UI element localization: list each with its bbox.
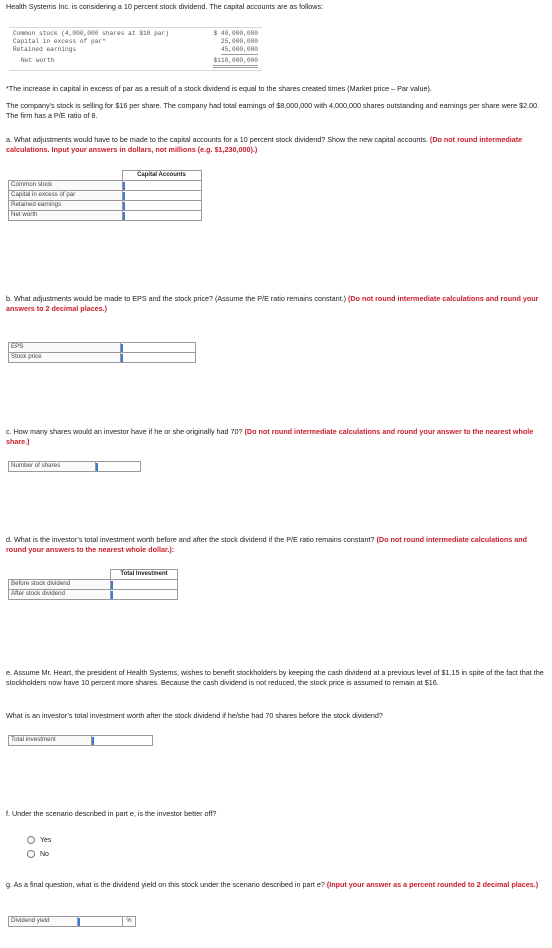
capital-accounts-table xyxy=(9,27,262,71)
question-a-text: a. What adjustments would have to be made to the capital accounts for a 10 percent stock dividend? Show the new capital accounts. xyxy=(6,135,428,144)
table-row xyxy=(9,46,262,54)
row-label: Before stock dividend xyxy=(9,580,111,590)
capital-row-label: Common stock (4,000,000 shares at $10 par) xyxy=(13,30,169,37)
row-label: Dividend yield xyxy=(9,917,78,927)
stock-price-input[interactable] xyxy=(121,353,196,363)
table-row xyxy=(9,54,262,70)
shares-answer-table xyxy=(8,461,141,472)
question-e-text: e. Assume Mr. Heart, the president of Health Systems, wishes to benefit stockholders by keeping the cash dividend at a previous level of $1.15 in spite of the fact that the stockholders now have 10 percent more shares. Because the cash dividend is not reduced, the stock price is assumed to remain at $16. xyxy=(6,668,544,687)
radio-no[interactable] xyxy=(27,850,49,859)
question-c-note: (Do not round intermediate calculations and round your answer to the nearest whole share.) xyxy=(6,427,534,446)
dividend-yield-answer-table xyxy=(8,916,136,927)
radio-circle-icon[interactable] xyxy=(27,850,35,858)
row-label: Common stock xyxy=(9,181,123,191)
problem-description: The company’s stock is selling for $16 per share. The company had total earnings of $8,000,000 with 4,000,000 shares outstanding and earnings per share were $2.00. The firm has a P/E ratio of 8. xyxy=(6,101,540,120)
row-label: Total investment xyxy=(9,736,92,746)
capital-row-label: Capital in excess of par* xyxy=(13,38,106,45)
eps-input[interactable] xyxy=(121,343,196,353)
eps-answer-table xyxy=(8,342,196,363)
capital-excess-input[interactable] xyxy=(122,191,201,201)
question-g xyxy=(6,880,544,890)
row-label: Number of shares xyxy=(9,462,96,472)
footnote-text: *The increase in capital in excess of par as a result of a stock dividend is equal to the shares created times (Market price – Par value). xyxy=(6,84,432,93)
capital-row-label: Retained earnings xyxy=(13,46,77,53)
question-a-note: (Do not round intermediate calculations. Input your answers in dollars, not millions (e.g. $1,230,000).) xyxy=(6,135,523,154)
column-header: Capital Accounts xyxy=(122,171,201,181)
radio-yes[interactable] xyxy=(27,836,51,845)
question-g-text: g. As a final question, what is the dividend yield on this stock under the scenario described in part e? xyxy=(6,880,325,889)
row-label: EPS xyxy=(9,343,121,353)
question-b-note: (Do not round intermediate calculations and round your answers to 2 decimal places.) xyxy=(6,294,539,313)
question-d-note: (Do not round intermediate calculations and round your answers to the nearest whole dollar.): xyxy=(6,535,528,554)
question-d-text: d. What is the investor’s total investment worth before and after the stock dividend if the P/E ratio remains constant? xyxy=(6,535,375,544)
capital-row-value: $ 40,000,000 xyxy=(213,30,258,37)
retained-earnings-input[interactable] xyxy=(122,201,201,211)
question-e-question: What is an investor’s total investment worth after the stock dividend if he/she had 70 shares before the stock dividend? xyxy=(6,711,383,720)
radio-circle-icon[interactable] xyxy=(27,836,35,844)
percent-unit: % xyxy=(123,917,136,927)
total-investment-input[interactable] xyxy=(92,736,153,746)
question-a xyxy=(6,135,544,154)
intro-text: Health Systems Inc. is considering a 10 percent stock dividend. The capital accounts are as follows: xyxy=(6,2,324,11)
question-b-text: b. What adjustments would be made to EPS and the stock price? (Assume the P/E ratio remains constant.) xyxy=(6,294,346,303)
total-investment-answer-table xyxy=(8,735,153,746)
dividend-yield-input[interactable] xyxy=(78,917,123,927)
row-label: After stock dividend xyxy=(9,590,111,600)
after-dividend-input[interactable] xyxy=(111,590,178,600)
capital-row-label: Net worth xyxy=(21,57,55,64)
question-g-note: (Input your answer as a percent rounded to 2 decimal places.) xyxy=(326,880,539,889)
net-worth-input[interactable] xyxy=(122,211,201,221)
question-c xyxy=(6,427,544,446)
question-f-text: f. Under the scenario described in part e, is the investor better off? xyxy=(6,809,217,818)
table-row xyxy=(9,38,262,46)
capital-row-value: 45,000,000 xyxy=(221,46,258,55)
row-label: Net worth xyxy=(9,211,123,221)
capital-row-value: 25,000,000 xyxy=(220,38,258,45)
investment-answer-table xyxy=(8,569,178,600)
question-b xyxy=(6,294,544,313)
row-label: Capital in excess of par xyxy=(9,191,123,201)
question-c-text: c. How many shares would an investor have if he or she originally had 70? xyxy=(6,427,243,436)
capital-row-value: $110,000,000 xyxy=(213,57,258,68)
radio-no-label: No xyxy=(40,851,49,858)
row-label: Retained earnings xyxy=(9,201,123,211)
column-header: Total Investment xyxy=(111,570,178,580)
common-stock-input[interactable] xyxy=(122,181,201,191)
number-of-shares-input[interactable] xyxy=(96,462,141,472)
radio-yes-label: Yes xyxy=(40,837,52,844)
question-d xyxy=(6,535,544,554)
capital-accounts-answer-table xyxy=(8,170,202,221)
row-label: Stock price xyxy=(9,353,121,363)
table-row xyxy=(9,30,262,38)
before-dividend-input[interactable] xyxy=(111,580,178,590)
